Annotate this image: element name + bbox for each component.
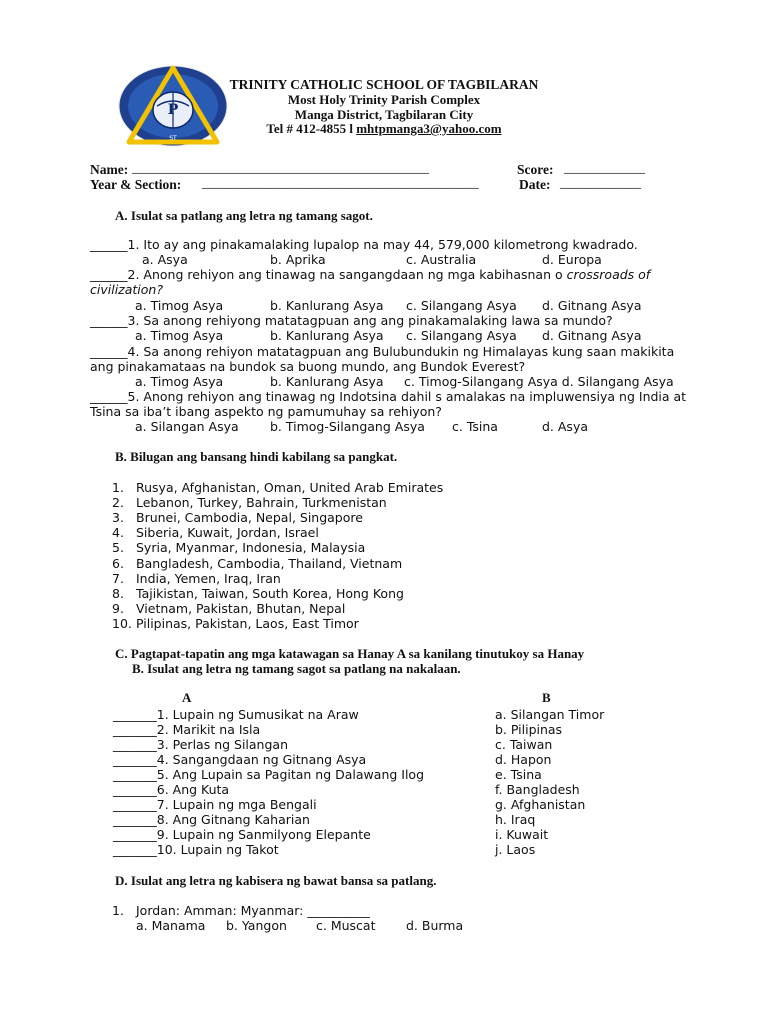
- question-a2: [90, 267, 650, 282]
- question-a1: ______1. Ito ay ang pinakamalaking lupalop na may 44, 579,000 kilometrong kwadrado.: [90, 237, 638, 252]
- question-d1-number: 1.: [112, 903, 124, 918]
- section-c-heading-line2: B. Isulat ang letra ng tamang sagot sa patlang na nakalaan.: [132, 661, 461, 676]
- matching-item-a: _______8. Ang Gitnang Kaharian: [113, 812, 310, 827]
- choice-a1-b: b. Aprika: [270, 252, 326, 267]
- list-item: Bangladesh, Cambodia, Thailand, Vietnam: [136, 555, 403, 571]
- choice-a3-d: d. Gitnang Asya: [542, 328, 642, 343]
- choice-a4-c: c. Timog-Silangang Asya d. Silangang Asya: [404, 374, 674, 389]
- score-label: Score:: [517, 162, 554, 177]
- choice-a3-c: c. Silangang Asya: [406, 328, 517, 343]
- column-a-header: A: [182, 690, 192, 705]
- matching-item-a: _______7. Lupain ng mga Bengali: [113, 797, 317, 812]
- school-name: TRINITY CATHOLIC SCHOOL OF TAGBILARAN: [229, 77, 539, 92]
- list-item-number: 4.: [112, 525, 124, 541]
- section-label: Year & Section:: [90, 177, 182, 192]
- matching-item-a: _______10. Lupain ng Takot: [113, 842, 279, 857]
- date-label: Date:: [519, 177, 551, 192]
- choice-d1-d: d. Burma: [406, 918, 464, 933]
- list-item: Brunei, Cambodia, Nepal, Singapore: [136, 510, 363, 526]
- matching-item-a: _______2. Marikit na Isla: [113, 722, 261, 737]
- matching-item-b: c. Taiwan: [495, 737, 553, 752]
- matching-item-b: g. Afghanistan: [495, 797, 586, 812]
- name-label: Name:: [90, 162, 129, 177]
- matching-item-b: e. Tsina: [495, 767, 542, 782]
- list-item-number: 3.: [112, 510, 124, 526]
- matching-item-b: b. Pilipinas: [495, 722, 563, 737]
- matching-item-a: _______1. Lupain ng Sumusikat na Araw: [113, 707, 359, 722]
- choice-a2-c: c. Silangang Asya: [406, 298, 517, 313]
- name-field[interactable]: ____________________________________________: [132, 160, 429, 175]
- matching-item-b: f. Bangladesh: [495, 782, 580, 797]
- matching-item-b: h. Iraq: [495, 812, 536, 827]
- district-name: Manga District, Tagbilaran City: [294, 107, 474, 122]
- choice-a5-a: a. Silangan Asya: [135, 419, 239, 434]
- list-item-number: 8.: [112, 585, 124, 601]
- list-item: Syria, Myanmar, Indonesia, Malaysia: [136, 540, 366, 556]
- matching-item-a: _______5. Ang Lupain sa Pagitan ng Dalawang Ilog: [113, 767, 425, 782]
- telephone: Tel # 412-4855 l: [266, 121, 357, 136]
- matching-item-a: _______9. Lupain ng Sanmilyong Elepante: [113, 827, 371, 842]
- score-field[interactable]: ____________: [564, 160, 645, 175]
- question-d1: Jordan: Amman: Myanmar: __________: [136, 903, 370, 918]
- matching-item-a: _______4. Sangangdaan ng Gitnang Asya: [113, 752, 367, 767]
- matching-item-a: _______3. Perlas ng Silangan: [113, 737, 288, 752]
- question-a2-line2: civilization?: [90, 282, 163, 297]
- choice-a1-a: a. Asya: [142, 252, 188, 267]
- list-item-number: 7.: [112, 570, 124, 586]
- question-a5: ______5. Anong rehiyon ang tinawag ng Indotsina dahil s amalakas na impluwensiya ng India at: [90, 389, 687, 404]
- choice-a5-c: c. Tsina: [452, 419, 498, 434]
- choice-a2-d: d. Gitnang Asya: [542, 298, 642, 313]
- svg-text:ST: ST: [169, 135, 177, 142]
- choice-d1-b: b. Yangon: [226, 918, 287, 933]
- list-item-number: 1.: [112, 480, 124, 495]
- choice-a3-b: b. Kanlurang Asya: [270, 328, 384, 343]
- list-item-number: 10.: [112, 615, 132, 631]
- matching-item-a: _______6. Ang Kuta: [113, 782, 230, 797]
- list-item-number: 5.: [112, 540, 124, 556]
- choice-d1-c: c. Muscat: [316, 918, 376, 933]
- section-c-heading: C. Pagtapat-tapatin ang mga katawagan sa Hanay A sa kanilang tinutukoy sa Hanay: [115, 646, 585, 661]
- matching-item-b: i. Kuwait: [495, 827, 549, 842]
- list-item: Vietnam, Pakistan, Bhutan, Nepal: [136, 600, 346, 616]
- list-item: Pilipinas, Pakistan, Laos, East Timor: [136, 615, 359, 631]
- matching-item-b: j. Laos: [495, 842, 536, 857]
- choice-a4-a: a. Timog Asya: [135, 374, 224, 389]
- list-item: Tajikistan, Taiwan, South Korea, Hong Kong: [136, 585, 404, 601]
- section-b-heading: B. Bilugan ang bansang hindi kabilang sa pangkat.: [115, 449, 398, 464]
- list-item-number: 9.: [112, 600, 124, 616]
- list-item-number: 2.: [112, 495, 124, 511]
- question-a3: ______3. Sa anong rehiyong matatagpuan ang ang pinakamalaking lawa sa mundo?: [90, 313, 613, 328]
- choice-a2-a: a. Timog Asya: [135, 298, 224, 313]
- question-a5-line2: Tsina sa iba’t ibang aspekto ng pamumuhay sa rehiyon?: [90, 404, 442, 419]
- contact-line: [200, 121, 568, 137]
- matching-item-b: d. Hapon: [495, 752, 552, 767]
- list-item: Rusya, Afghanistan, Oman, United Arab Emirates: [136, 480, 444, 495]
- question-a4-line2: ang pinakamataas na bundok sa buong mundo, ang Bundok Everest?: [90, 359, 526, 374]
- parish-name: Most Holy Trinity Parish Complex: [287, 92, 481, 107]
- section-d-heading: D. Isulat ang letra ng kabisera ng bawat bansa sa patlang.: [115, 873, 437, 888]
- choice-a3-a: a. Timog Asya: [135, 328, 224, 343]
- matching-item-b: a. Silangan Timor: [495, 707, 605, 722]
- section-field[interactable]: _________________________________________: [202, 175, 479, 190]
- list-item: Lebanon, Turkey, Bahrain, Turkmenistan: [136, 495, 387, 511]
- list-item: Siberia, Kuwait, Jordan, Israel: [136, 525, 319, 541]
- section-a-heading: A. Isulat sa patlang ang letra ng tamang sagot.: [115, 208, 373, 223]
- question-a2-italic: crossroads of: [566, 267, 651, 282]
- choice-a2-b: b. Kanlurang Asya: [270, 298, 384, 313]
- list-item-number: 6.: [112, 555, 124, 571]
- email-link[interactable]: mhtpmanga3@yahoo.com: [356, 121, 502, 136]
- choice-a5-d: d. Asya: [542, 419, 589, 434]
- question-a2-text: ______2. Anong rehiyon ang tinawag na sangangdaan ng mga kabihasnan o: [90, 267, 567, 282]
- choice-a5-b: b. Timog-Silangang Asya: [270, 419, 425, 434]
- list-item: India, Yemen, Iraq, Iran: [136, 570, 281, 586]
- svg-text:P: P: [167, 102, 179, 118]
- choice-a1-d: d. Europa: [542, 252, 602, 267]
- date-field[interactable]: ____________: [560, 175, 641, 190]
- question-a4: ______4. Sa anong rehiyon matatagpuan ang Bulubundukin ng Himalayas kung saan makikita: [90, 344, 675, 359]
- choice-d1-a: a. Manama: [136, 918, 206, 933]
- choice-a4-b: b. Kanlurang Asya: [270, 374, 384, 389]
- choice-a1-c: c. Australia: [406, 252, 477, 267]
- column-b-header: B: [542, 690, 551, 705]
